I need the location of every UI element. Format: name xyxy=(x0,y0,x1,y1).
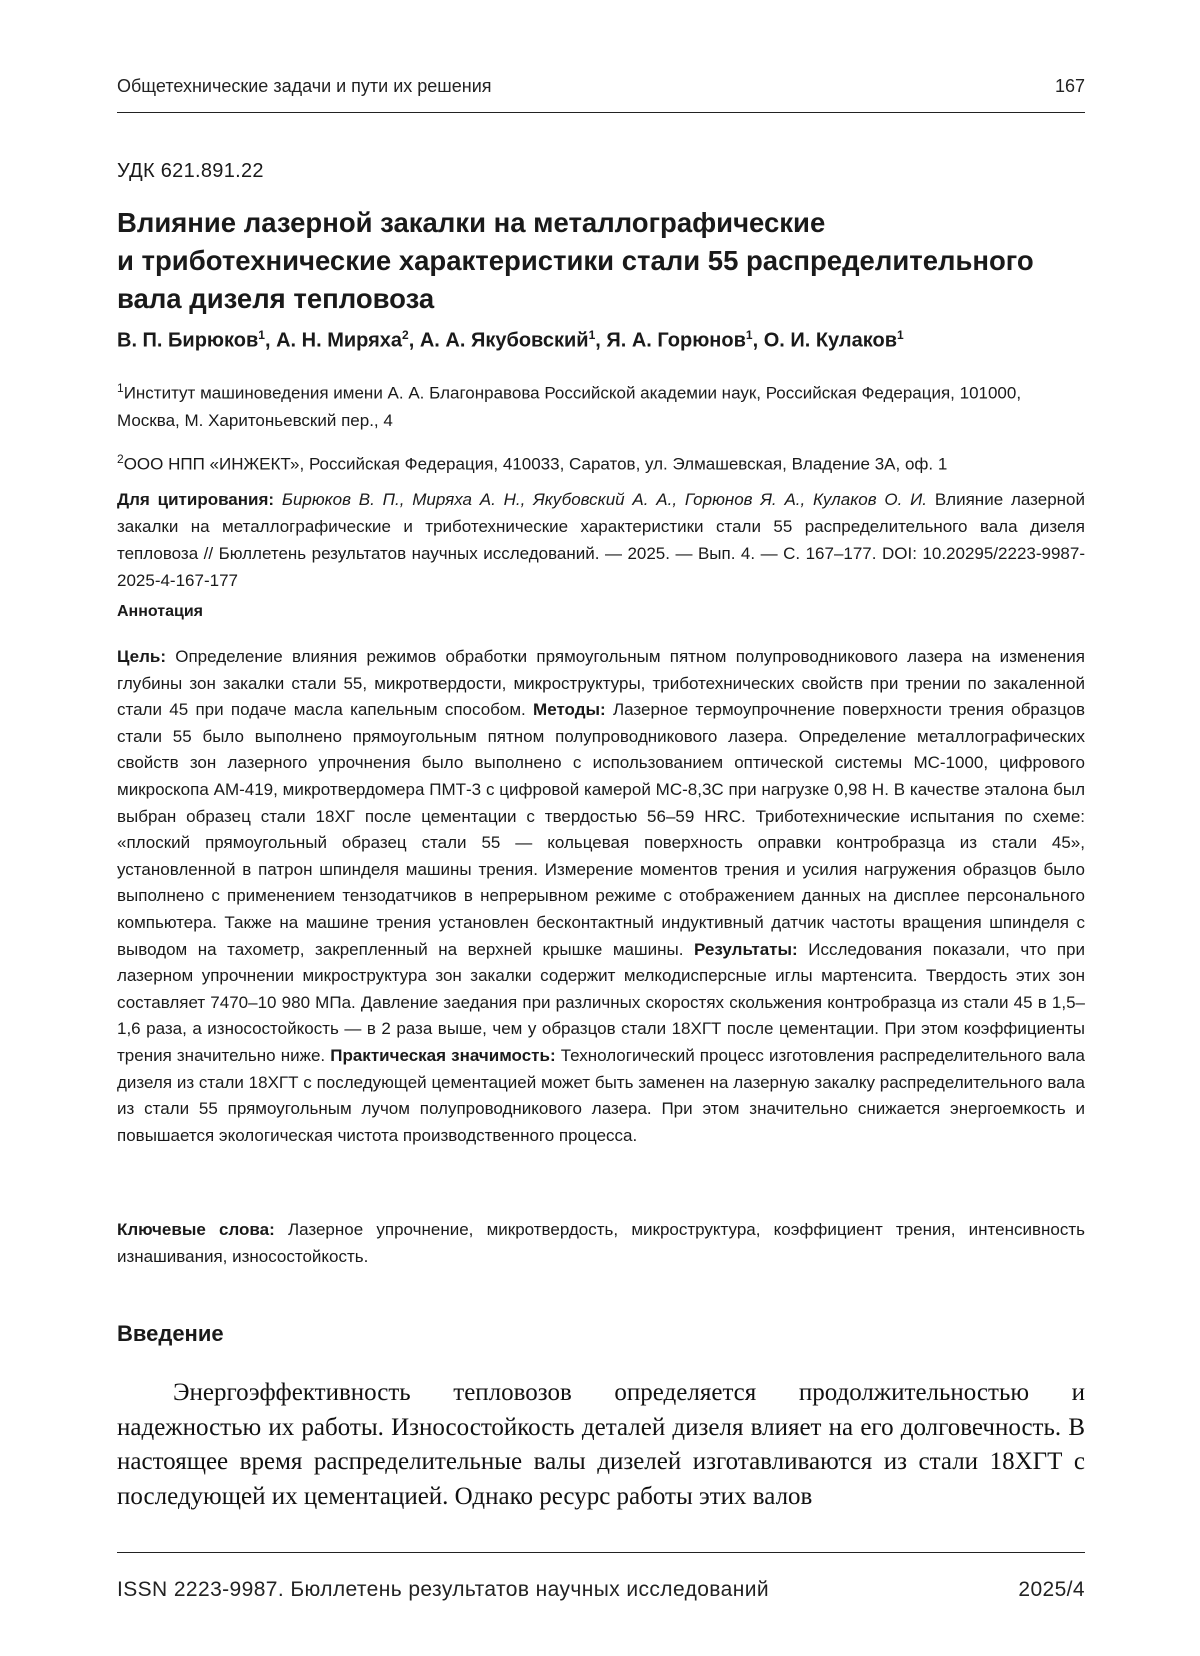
affiliation-text: ООО НПП «ИНЖЕКТ», Российская Федерация, 410033, Саратов, ул. Элмашевская, Владение 3А, оф. 1 xyxy=(123,454,948,474)
page-number: 167 xyxy=(1054,76,1085,96)
author-list: В. П. Бирюков$^1$, А. Н. Миряха$^2$, А. А. Якубовский$^1$, Я. А. Горюнов$^1$, О. И. Кулаков$^1$ xyxy=(117,328,904,352)
abstract-significance-label: Практическая значимость: xyxy=(330,1045,556,1065)
annotation-heading: Аннотация xyxy=(117,603,203,620)
author-name: О. И. Кулаков xyxy=(763,329,897,352)
author-name: В. П. Бирюков xyxy=(117,329,259,352)
abstract-methods-label: Методы: xyxy=(533,700,606,720)
author-name: А. А. Якубовский xyxy=(419,329,589,352)
citation-label: Для цитирования: xyxy=(117,490,275,509)
footer-journal: ISSN 2223-9987. Бюллетень результатов научных исследований xyxy=(117,1578,769,1601)
title-line: вала дизеля тепловоза xyxy=(117,283,435,314)
author-affiliation-mark: 1 xyxy=(745,328,753,342)
affiliation-mark: 2 xyxy=(117,452,124,466)
affiliation-text: Институт машиноведения имени А. А. Благонравова Российской академии наук, Российская Федерация, 101000, Москва, М. Харитоньевский пер., 4 xyxy=(117,383,1022,430)
abstract-goal: Определение влияния режимов обработки прямоугольным пятном полупроводникового лазера на изменения глубины зон закалки стали 55, микротвердости, микроструктуры, триботехнических свойств при трении по закаленной стали 45 при подаче масла капельным способом. xyxy=(117,647,1085,720)
running-head-section: Общетехнические задачи и пути их решения xyxy=(117,76,492,96)
author-name: Я. А. Горюнов xyxy=(606,329,746,352)
abstract-significance: Технологический процесс изготовления распределительного вала дизеля из стали 18ХГТ с последующей цементацией может быть заменен на лазерную закалку распределительного вала из стали 55 прямоугольным лучом полупроводникового лазера. При этом значительно снижается энергоемкость и повышается экологическая чистота производственного процесса. xyxy=(117,1045,1085,1145)
running-head xyxy=(117,76,1085,97)
body-paragraph: Энергоэффективность тепловозов определяется продолжительностью и надежностью их работы. Износостойкость деталей дизеля влияет на его долговечность. В настоящее время распределительные валы дизелей изготавливаются из стали 18ХГТ с последующей их цементацией. Однако ресурс работы этих валов xyxy=(117,1379,1085,1510)
author-name: А. Н. Миряха xyxy=(276,329,403,352)
keywords-label: Ключевые слова: xyxy=(117,1220,275,1239)
header-divider xyxy=(117,112,1085,113)
citation-authors: Бирюков В. П., Миряха А. Н., Якубовский А. А., Горюнов Я. А., Кулаков О. И. xyxy=(281,490,928,509)
affiliation-mark: 1 xyxy=(117,381,124,395)
title-line: Влияние лазерной закалки на металлографические xyxy=(117,207,826,238)
section-heading: Введение xyxy=(117,1321,224,1346)
abstract-goal-label: Цель: xyxy=(117,647,166,666)
udc-code: УДК 621.891.22 xyxy=(117,160,264,182)
author-affiliation-mark: 1 xyxy=(588,328,596,342)
abstract xyxy=(117,644,1085,1149)
article-title xyxy=(117,204,1085,318)
citation-block xyxy=(117,486,1085,594)
keywords-text: Лазерное упрочнение, микротвердость, микроструктура, коэффициент трения, интенсивность изнашивания, износостойкость. xyxy=(117,1220,1085,1266)
abstract-methods: Лазерное термоупрочнение поверхности трения образцов стали 55 было выполнено прямоугольным пятном полупроводникового лазера. Определение металлографических свойств зон лазерного упрочнения было выполнено с использованием оптической системы МС-1000, цифрового микроскопа АМ-419, микротвердомера ПМТ-3 с цифровой камерой МС-8,3С при нагрузке 0,98 Н. В качестве эталона был выбран образец стали 18ХГ после цементации с твердостью 56–59 HRC. Триботехнические испытания по схеме: «плоский прямоугольный образец стали 55 — кольцевая поверхность оправки контробразца из стали 45», установленной в патрон шпинделя машины трения. Измерение моментов трения и усилия нагружения образцов было выполнено с применением тензодатчиков в непрерывном режиме с отображением данных на дисплее персонального компьютера. Также на машине трения установлен бесконтактный индуктивный датчик частоты вращения шпинделя с выводом на тахометр, закрепленный на верхней крышке машины. xyxy=(117,700,1085,959)
abstract-results: Исследования показали, что при лазерном упрочнении микроструктура зон закалки содержит мелкодисперсные иглы мартенсита. Твердость этих зон составляет 7470–10 980 МПа. Давление заедания при различных скоростях скольжения контробразца из стали 45 в 1,5–1,6 раза, а износостойкость — в 2 раза выше, чем у образцов стали 18ХГТ после цементации. При этом коэффициенты трения значительно ниже. xyxy=(117,939,1085,1065)
title-line: и триботехнические характеристики стали 55 распределительного xyxy=(117,245,1034,276)
author-affiliation-mark: 2 xyxy=(402,328,409,342)
affiliation xyxy=(117,446,1085,478)
author-affiliation-mark: 1 xyxy=(897,328,904,342)
page-footer xyxy=(117,1578,1085,1602)
keywords xyxy=(117,1216,1085,1270)
footer-divider xyxy=(117,1552,1085,1553)
citation-text: Влияние лазерной закалки на металлографические и триботехнические характеристики стали 55 распределительного вала дизеля тепловоза // Бюллетень результатов научных исследований. — 2025. — Вып. 4. — С. 167–177. DOI: 10.20295/2223-9987-2025-4-167-177 xyxy=(117,490,1085,590)
abstract-results-label: Результаты: xyxy=(694,939,798,959)
footer-issue: 2025/4 xyxy=(1018,1578,1085,1601)
author-affiliation-mark: 1 xyxy=(258,328,265,342)
affiliation xyxy=(117,375,1085,434)
